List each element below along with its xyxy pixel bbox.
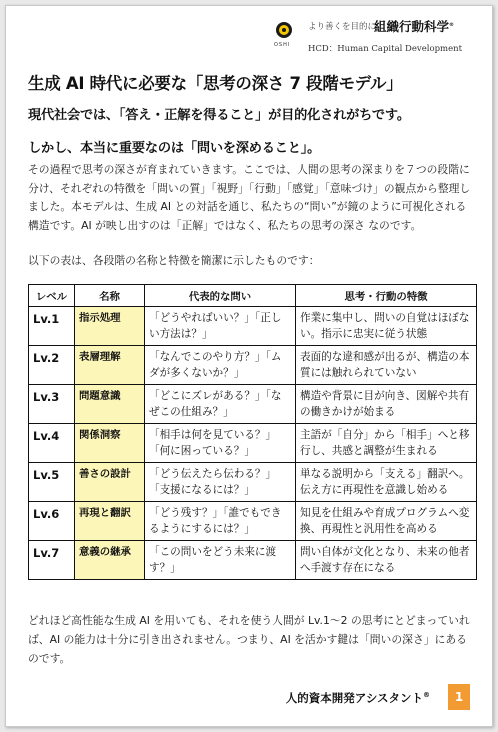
table-row: [29, 307, 477, 346]
level-cell: Lv.7: [29, 541, 75, 580]
level-cell: Lv.3: [29, 385, 75, 424]
level-cell: Lv.6: [29, 502, 75, 541]
logo-text: OSHI: [274, 42, 291, 48]
closing-paragraph: どれほど高性能な生成 AI を用いても、それを使う人間が Lv.1～2 の思考にとどまっていれば、AI の能力は十分に引き出されません。つまり、AI を活かす鍵は「問いの深さ」にあるのです。: [28, 614, 470, 665]
page-number-badge: 1: [448, 684, 470, 710]
footer-assistant: [286, 690, 430, 706]
table-row: [29, 346, 477, 385]
level-cell: Lv.2: [29, 346, 75, 385]
question-cell: 「どこにズレがある？」「なぜこの仕組み？」: [145, 385, 296, 424]
table-row: [29, 463, 477, 502]
feature-cell: 表面的な違和感が出るが、構造の本質には触れられていない: [296, 346, 477, 385]
col-header-level: レベル: [29, 285, 75, 307]
col-header-name: 名称: [75, 285, 145, 307]
page-title: 生成 AI 時代に必要な「思考の深さ 7 段階モデル」: [28, 74, 403, 93]
feature-cell: 作業に集中し、問いの自覚はほぼない。指示に忠実に従う状態: [296, 307, 477, 346]
hcd-label: HCD：Human Capital Development: [308, 44, 462, 54]
org-mark: ®: [449, 21, 455, 28]
col-header-question: 代表的な問い: [145, 285, 296, 307]
question-cell: 「相手は何を見ている？」「何に困っている？」: [145, 424, 296, 463]
footer-mark: ®: [423, 691, 430, 700]
question-cell: 「この問いをどう未来に渡す？」: [145, 541, 296, 580]
feature-cell: 主語が「自分」から「相手」へと移行し、共感と調整が生まれる: [296, 424, 477, 463]
table-row: [29, 502, 477, 541]
level-cell: Lv.5: [29, 463, 75, 502]
name-cell: 指示処理: [75, 307, 145, 346]
table-row: [29, 541, 477, 580]
feature-cell: 知見を仕組みや育成プログラムへ変換、再現性と汎用性を高める: [296, 502, 477, 541]
level-cell: Lv.1: [29, 307, 75, 346]
question-cell: 「どう残す？」「誰でもできるようにするには？」: [145, 502, 296, 541]
body-paragraph: その過程で思考の深さが育まれていきます。ここでは、人間の思考の深まりを７つの段階に分け、それぞれの特徴を「問いの質」「視野」「行動」「感覚」「意味づけ」の観点から整理しました。本モデルは、生成 AI との対話を通じ、私たちの“問い”が鏡のように可視化される構造です。AI が映し出すのは「正解」ではなく、私たちの思考の深さ なのです。: [28, 163, 471, 232]
subtitle-1: 現代社会では、「答え・正解を得ること」が目的化されがちです。: [28, 108, 410, 123]
level-cell: Lv.4: [29, 424, 75, 463]
name-cell: 再現と翻訳: [75, 502, 145, 541]
oshi-logo-icon: [274, 20, 300, 56]
question-cell: 「なんでこのやり方？」「ムダが多くないか？」: [145, 346, 296, 385]
stages-table: [28, 284, 477, 580]
question-cell: 「どう伝えたら伝わる？」「支援になるには？」: [145, 463, 296, 502]
name-cell: 意義の継承: [75, 541, 145, 580]
name-cell: 問題意識: [75, 385, 145, 424]
feature-cell: 構造や背景に目が向き、図解や共有の働きかけが始まる: [296, 385, 477, 424]
header: [274, 18, 474, 58]
table-row: [29, 385, 477, 424]
footer-assistant-text: 人的資本開発アシスタント: [285, 691, 423, 705]
org-name: [374, 17, 454, 35]
document-page: [5, 5, 493, 727]
table-lead: 以下の表は、各段階の名称と特徴を簡潔に示したものです：: [28, 254, 320, 267]
question-cell: 「どうやればいい？」「正しい方法は？」: [145, 307, 296, 346]
org-name-text: 組織行動科学: [374, 19, 450, 34]
table-row: [29, 424, 477, 463]
subtitle-2: しかし、本当に重要なのは「問いを深めること」。: [28, 141, 321, 156]
col-header-feature: 思考・行動の特徴: [296, 285, 477, 307]
table-header-row: [29, 285, 477, 307]
tagline: より善くを目的に: [308, 22, 377, 32]
name-cell: 善さの設計: [75, 463, 145, 502]
name-cell: 関係洞察: [75, 424, 145, 463]
feature-cell: 単なる説明から「支える」翻訳へ。伝え方に再現性を意識し始める: [296, 463, 477, 502]
name-cell: 表層理解: [75, 346, 145, 385]
feature-cell: 問い自体が文化となり、未来の他者へ手渡す存在になる: [296, 541, 477, 580]
